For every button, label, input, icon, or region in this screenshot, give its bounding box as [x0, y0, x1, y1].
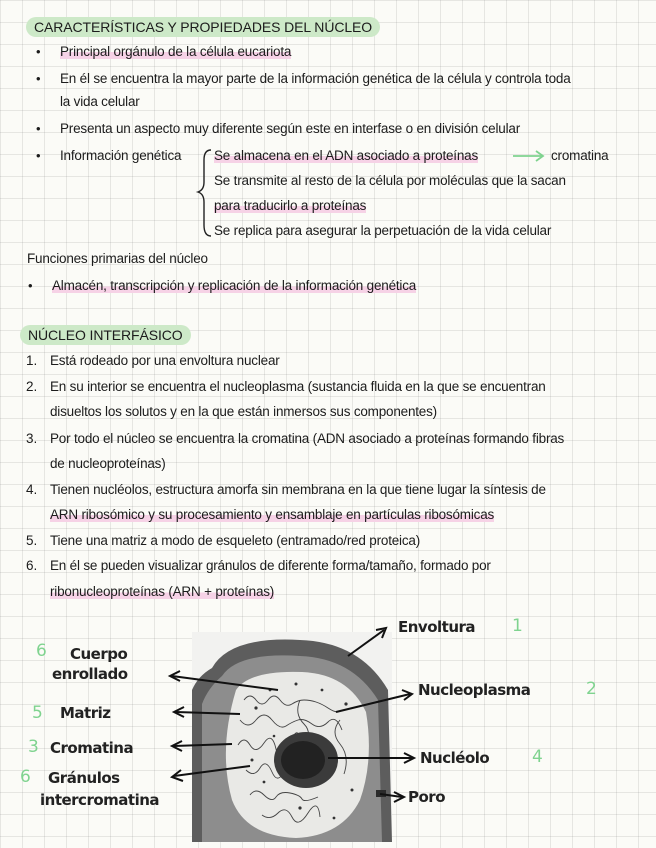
item-number: 1. [26, 353, 38, 368]
item-4-line-2-text: ARN ribosómico y su procesamiento y ensamblaje en partículas ribosómicas [50, 507, 495, 522]
label-granulos-number: 6 [20, 767, 31, 787]
label-envoltura: Envoltura [398, 618, 476, 636]
label-cromatina-number: 3 [28, 737, 39, 757]
bullet-2: En él se encuentra la mayor parte de la información genética de la célula y controla toda [60, 71, 571, 86]
item-5-line-1: Tiene una matriz a modo de esqueleto (entramado/red proteica) [50, 533, 421, 548]
label-nucleolo: Nucléolo [420, 749, 490, 767]
label-enrollado: enrollado [52, 665, 128, 683]
bullet-dot: • [36, 44, 41, 59]
item-number: 5. [26, 533, 38, 548]
item-4-line-1: Tienen nucléolos, estructura amorfa sin membrana en la que tiene lugar la síntesis de [50, 482, 546, 497]
item-3-line-2: de nucleoproteínas) [50, 456, 166, 471]
bullet-2-cont: la vida celular [60, 94, 140, 109]
label-intercromatina: intercromatina [40, 791, 160, 809]
bullet-dot: • [36, 148, 41, 163]
label-poro: Poro [408, 788, 446, 806]
label-matriz: Matriz [60, 704, 111, 722]
bullet-3: Presenta un aspecto muy diferente según este en interfase o en división celular [60, 121, 520, 136]
label-matriz-number: 5 [32, 703, 43, 723]
section-1-title: CARACTERÍSTICAS Y PROPIEDADES DEL NÚCLEO [26, 17, 380, 37]
bullet-1-text: Principal orgánulo de la célula eucariota [60, 44, 292, 59]
label-cuerpo: Cuerpo [70, 645, 128, 663]
item-6-line-2-text: ribonucleoproteínas (ARN + proteínas) [50, 584, 275, 599]
functions-title: Funciones primarias del núcleo [27, 251, 208, 266]
genetic-info-1-text: Se almacena en el ADN asociado a proteínas [214, 148, 479, 163]
section-2-title: NÚCLEO INTERFÁSICO [20, 325, 191, 345]
genetic-info-2-cont-text: para traducirlo a proteínas [214, 198, 367, 213]
label-cuerpo-number: 6 [36, 641, 47, 661]
bullet-dot: • [28, 278, 33, 293]
item-number: 3. [26, 431, 38, 446]
label-granulos: Gránulos [48, 769, 120, 787]
item-2-line-2: disueltos los solutos y en la que están inmersos sus componentes) [50, 404, 437, 419]
item-1-line-1: Está rodeado por una envoltura nuclear [50, 353, 280, 368]
item-number: 6. [26, 558, 38, 573]
item-number: 2. [26, 379, 38, 394]
curly-brace [198, 150, 211, 236]
item-number: 4. [26, 482, 38, 497]
function-1-text: Almacén, transcripción y replicación de la información genética [52, 278, 417, 293]
label-nucleolo-number: 4 [532, 747, 543, 767]
label-nucleoplasma: Nucleoplasma [418, 681, 531, 699]
label-cromatina: Cromatina [50, 739, 134, 757]
bullet-4: Información genética [60, 148, 182, 163]
bullet-dot: • [36, 121, 41, 136]
item-3-line-1: Por todo el núcleo se encuentra la cromatina (ADN asociado a proteínas formando fibras [50, 431, 565, 446]
genetic-info-2: Se transmite al resto de la célula por moléculas que la sacan [214, 173, 566, 188]
genetic-info-cromatina: cromatina [551, 148, 609, 163]
genetic-info-3: Se replica para asegurar la perpetuación de la vida celular [214, 223, 552, 238]
label-envoltura-number: 1 [512, 616, 523, 636]
label-nucleoplasma-number: 2 [586, 679, 597, 699]
green-arrow-icon [513, 151, 543, 161]
item-2-line-1: En su interior se encuentra el nucleoplasma (sustancia fluida en la que se encuentran [50, 379, 546, 394]
bullet-dot: • [36, 71, 41, 86]
item-6-line-1: En él se pueden visualizar gránulos de diferente forma/tamaño, formado por [50, 558, 491, 573]
